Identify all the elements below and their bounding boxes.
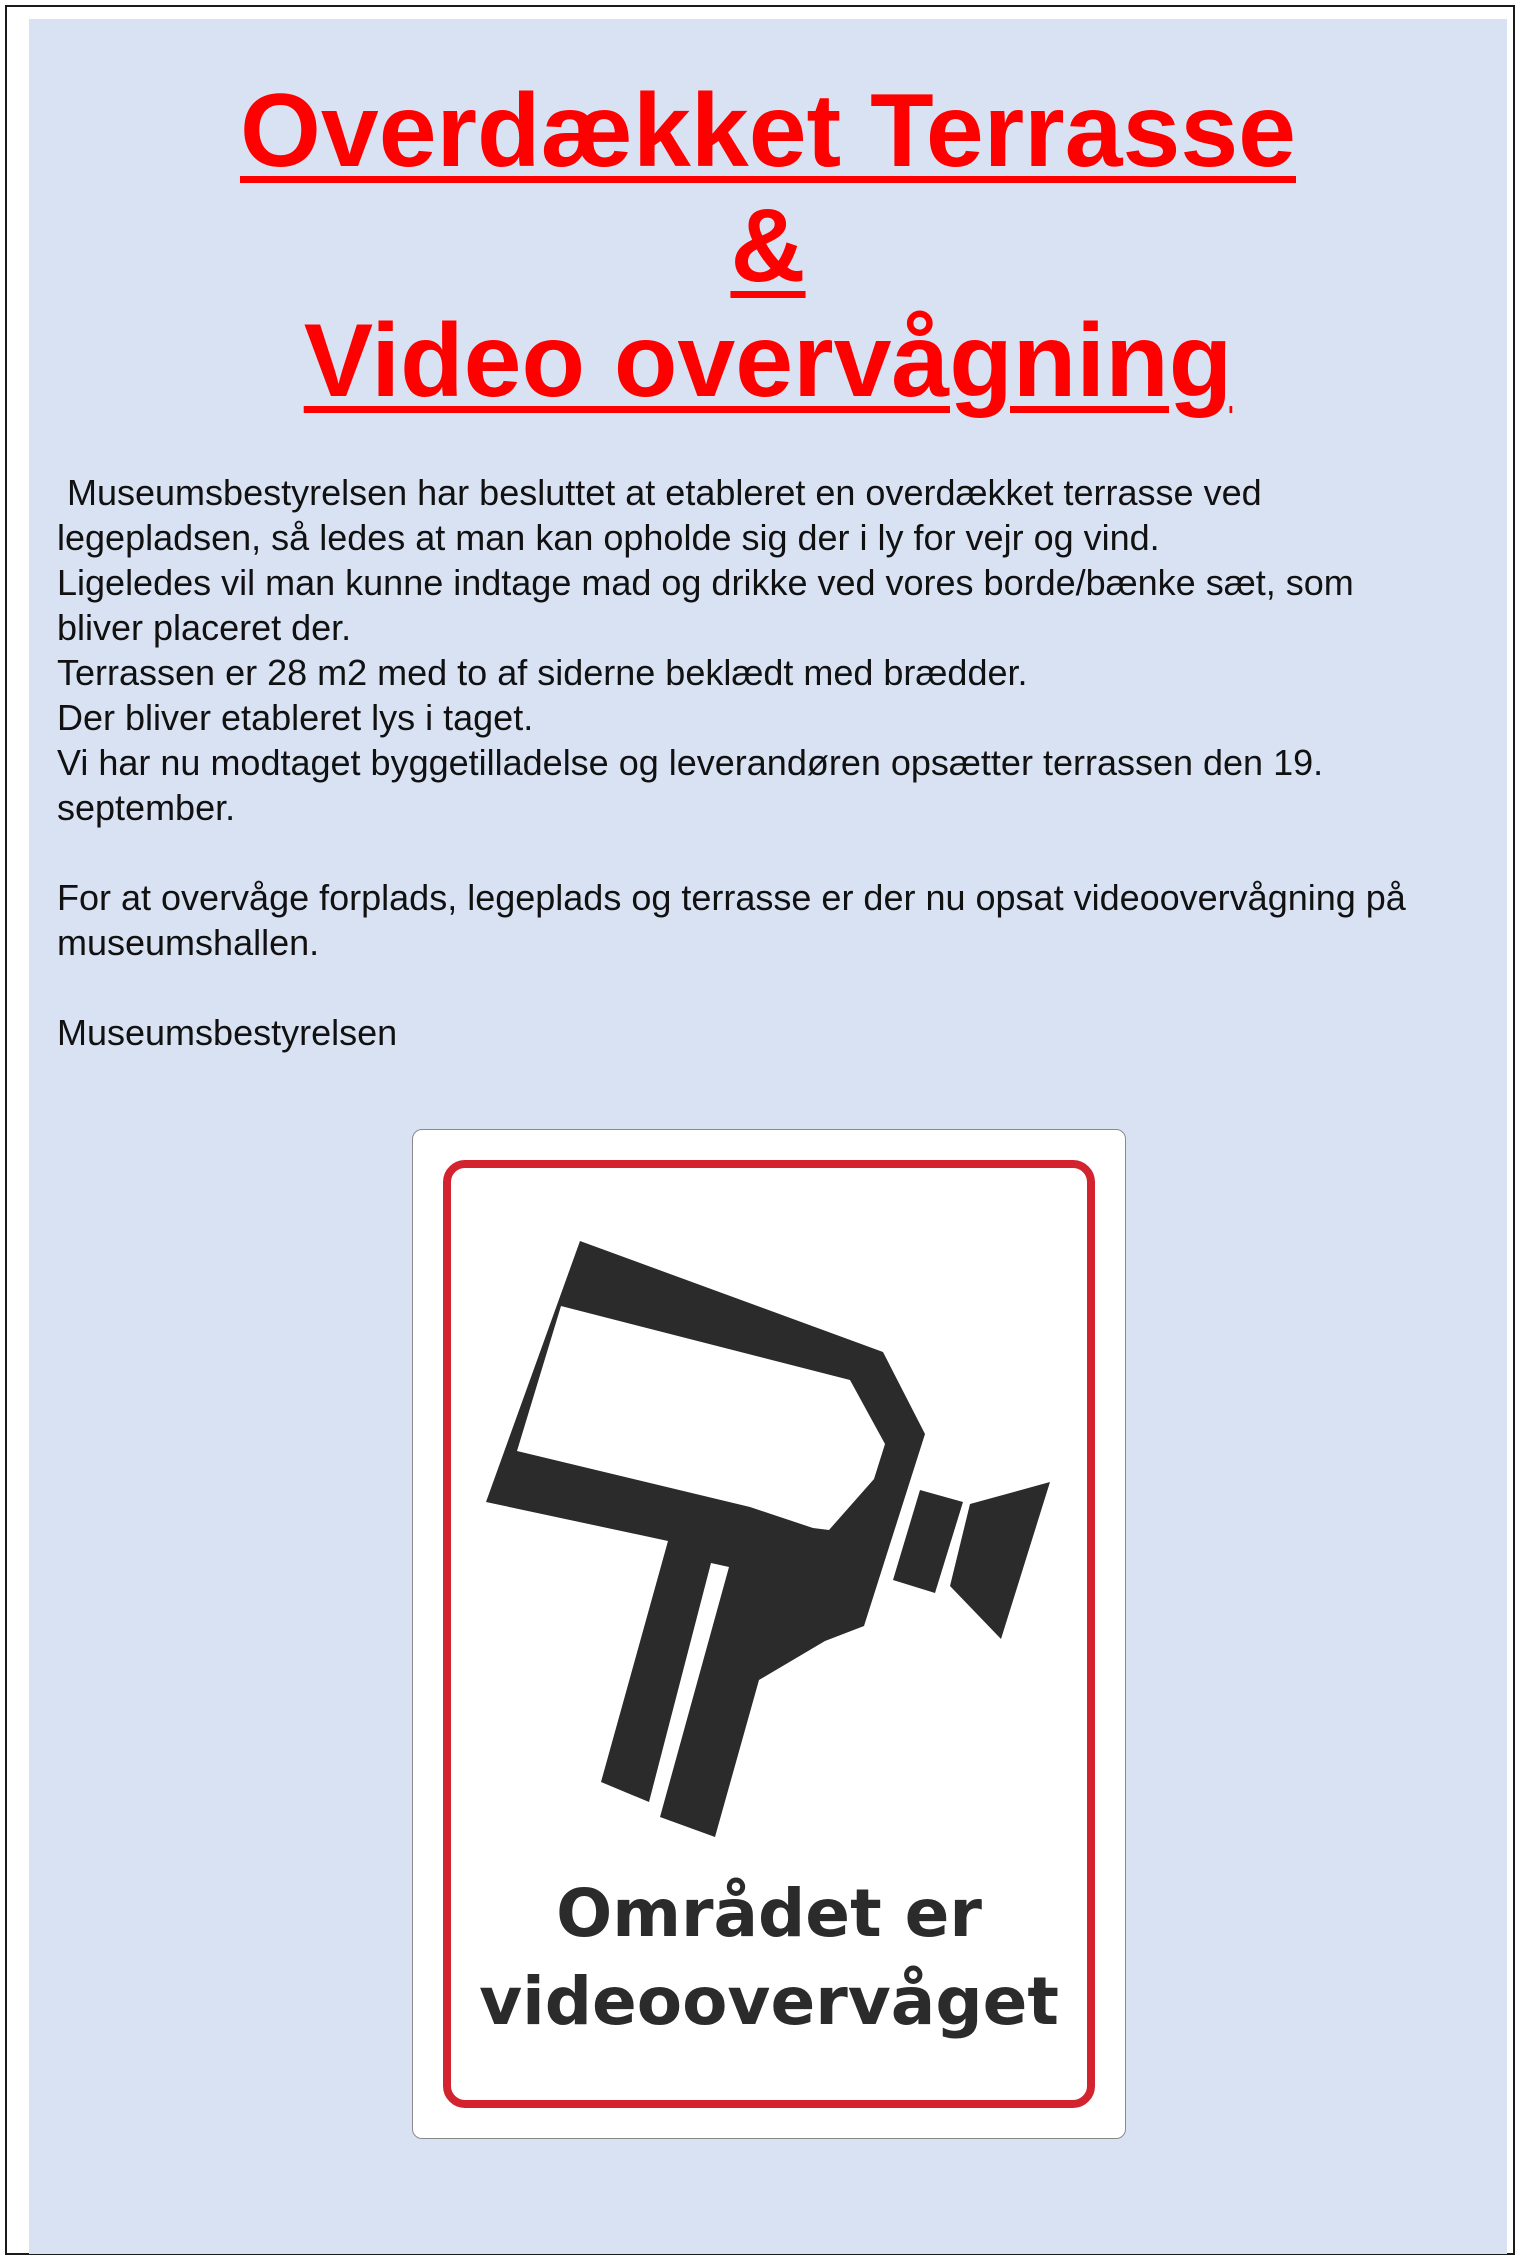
body-line: museumshallen. [57, 922, 320, 963]
video-surveillance-sign [412, 1129, 1126, 2139]
title-line-3: Video overvågning [303, 303, 1233, 419]
body-line: Vi har nu modtaget byggetilladelse og leverandøren opsætter terrassen den 19. [57, 742, 1324, 783]
camera-hood-icon [950, 1482, 1050, 1639]
notice-body [57, 470, 1524, 1055]
title-line-2: & [730, 188, 806, 304]
body-line: Ligeledes vil man kunne indtage mad og drikke ved vores borde/bænke sæt, som [57, 562, 1354, 603]
sign-caption-line-1: Området er [556, 1875, 982, 1952]
body-line: For at overvåge forplads, legeplads og terrasse er der nu opsat videoovervågning på [57, 877, 1406, 918]
body-line: Der bliver etableret lys i taget. [57, 697, 534, 738]
signature: Museumsbestyrelsen [57, 1012, 398, 1053]
sign-caption-line-2: videoovervåget [479, 1963, 1059, 2040]
notice-title [29, 74, 1507, 419]
page-frame [5, 5, 1515, 2255]
title-line-1: Overdækket Terrasse [239, 73, 1297, 189]
paragraph-gap [57, 830, 1524, 875]
sign-caption [413, 1870, 1125, 2046]
paragraph-gap [57, 965, 1524, 1010]
camera-body-icon [486, 1241, 925, 1837]
body-line: Terrassen er 28 m2 med to af siderne beklædt med brædder. [57, 652, 1028, 693]
body-line: september. [57, 787, 236, 828]
body-line: legepladsen, så ledes at man kan opholde sig der i ly for vejr og vind. [57, 517, 1160, 558]
body-line: bliver placeret der. [57, 607, 352, 648]
body-line: Museumsbestyrelsen har besluttet at etableret en overdækket terrasse ved [57, 472, 1262, 513]
